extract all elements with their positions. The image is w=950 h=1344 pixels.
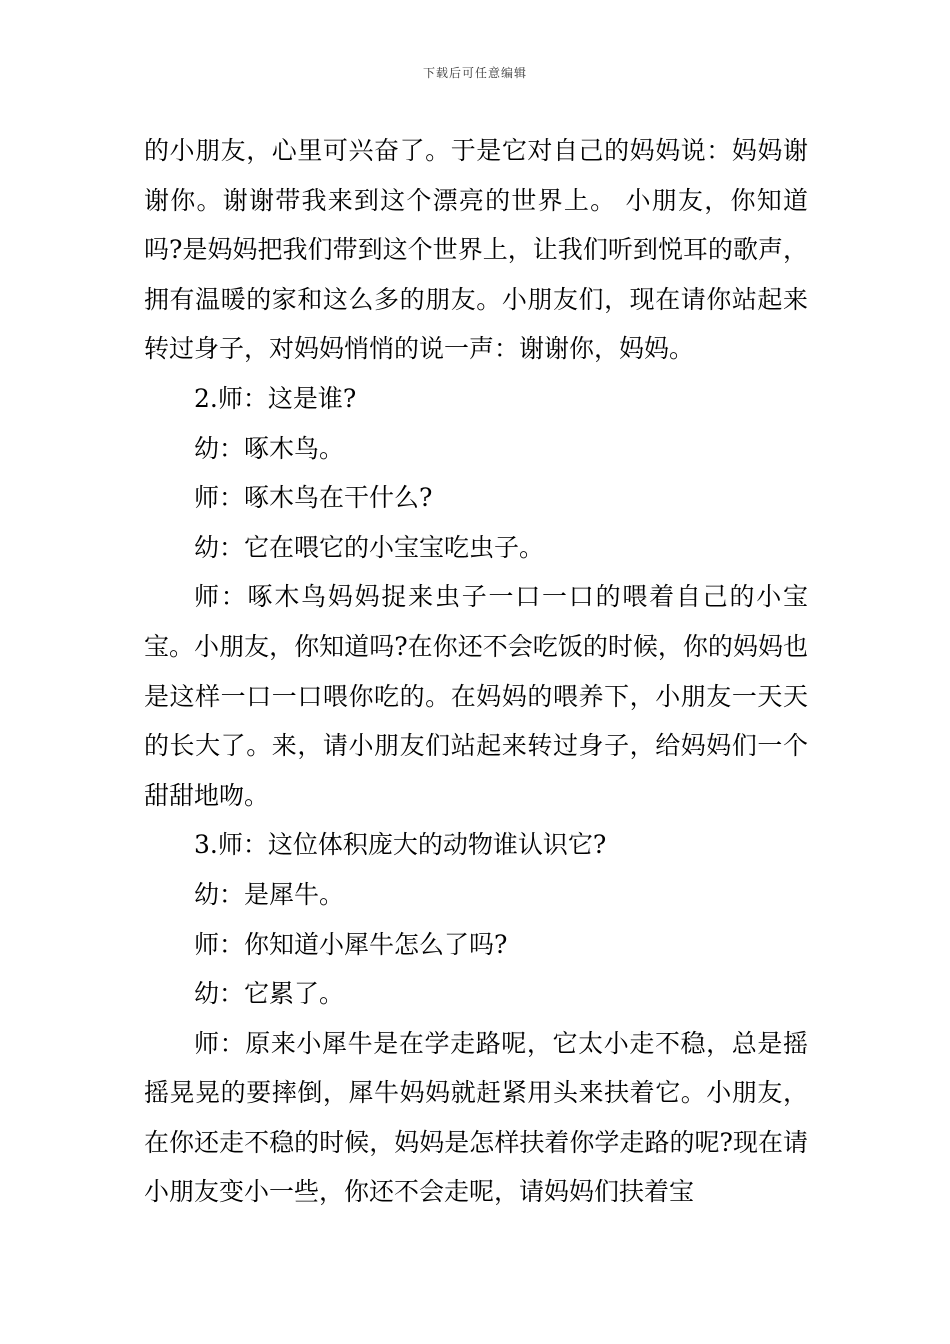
- paragraph-teacher-explanation: 师：啄木鸟妈妈捉来虫子一口一口的喂着自己的小宝宝。小朋友，你知道吗?在你还不会吃饭的时候，你的妈妈也是这样一口一口喂你吃的。在妈妈的喂养下，小朋友一天天的长大了。来，请小朋友们站起来转过身子，给妈妈们一个甜甜地吻。: [144, 582, 808, 810]
- paragraph-teacher-question-3: 3.师：这位体积庞大的动物谁认识它?: [194, 830, 607, 860]
- paragraph-child-answer: 幼：它累了。: [194, 979, 345, 1009]
- page-header: 下载后可任意编辑: [422, 66, 527, 80]
- paragraph-teacher-question-2: 2.师：这是谁?: [194, 383, 357, 413]
- paragraph-child-answer: 幼：啄木鸟。: [194, 433, 345, 463]
- paragraph-child-answer: 幼：是犀牛。: [194, 879, 345, 909]
- paragraph-teacher-question: 师：啄木鸟在干什么?: [194, 483, 433, 513]
- paragraph-teacher-question: 师：你知道小犀牛怎么了吗?: [194, 929, 508, 959]
- document-body: [144, 126, 808, 1217]
- paragraph-child-answer: 幼：它在喂它的小宝宝吃虫子。: [194, 532, 545, 562]
- paragraph-teacher-explanation: 师：原来小犀牛是在学走路呢，它太小走不稳，总是摇摇晃晃的要摔倒，犀牛妈妈就赶紧用头来扶着它。小朋友，在你还走不稳的时候，妈妈是怎样扶着你学走路的呢?现在请小朋友变小一些，你还不会走呢，请妈妈们扶着宝: [144, 1028, 808, 1207]
- paragraph-continuation: 的小朋友，心里可兴奋了。于是它对自己的妈妈说：妈妈谢谢你。谢谢带我来到这个漂亮的世界上。 小朋友，你知道吗?是妈妈把我们带到这个世界上，让我们听到悦耳的歌声，拥有温暖的家和这么多的朋友。小朋友们，现在请你站起来转过身子，对妈妈悄悄的说一声：谢谢你，妈妈。: [144, 136, 808, 364]
